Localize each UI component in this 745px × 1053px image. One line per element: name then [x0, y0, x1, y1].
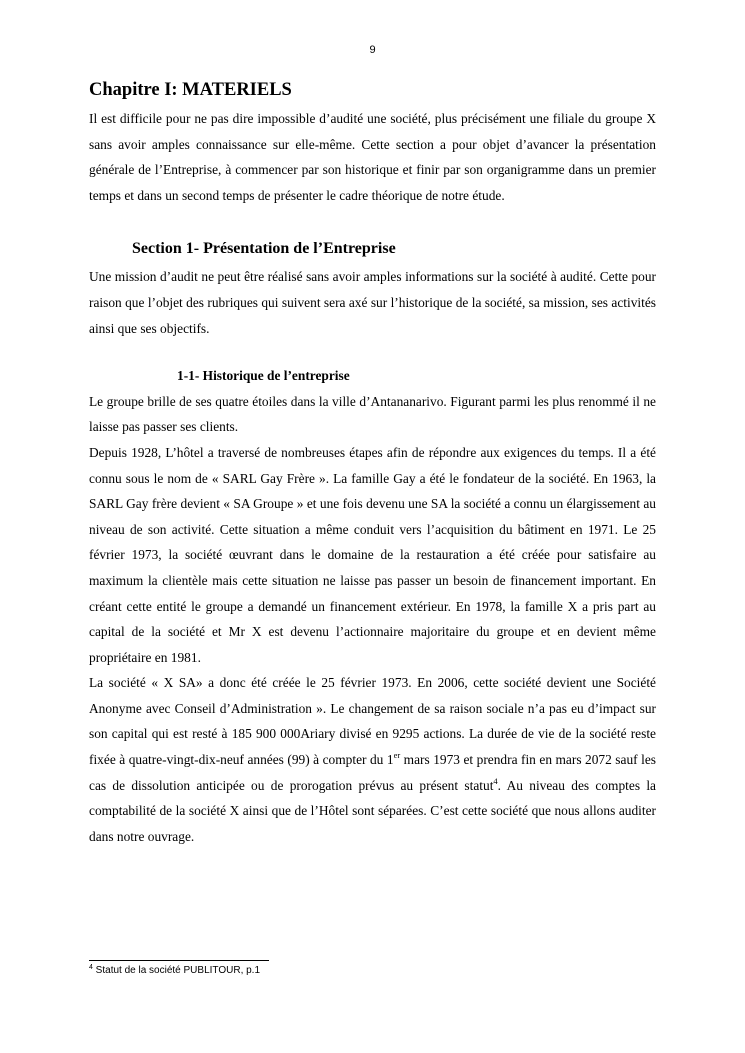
subsection-title: 1-1- Historique de l’entreprise — [177, 368, 350, 384]
page-content — [89, 76, 656, 849]
section-intro-paragraph: Une mission d’audit ne peut être réalisé sans avoir amples informations sur la société à audité. Cette pour raison que l’objet des rubriques qui suivent sera axé sur l’historique de la société, sa mission, ses activités ainsi que ses objectifs. — [89, 269, 656, 336]
footnote-text: Statut de la société PUBLITOUR, p.1 — [92, 965, 261, 976]
ordinal-superscript: er — [393, 750, 401, 761]
history-paragraph-3 — [89, 670, 656, 849]
footnote-separator — [89, 960, 269, 961]
footnote-number: 4 — [89, 964, 93, 971]
history-paragraph-1: Le groupe brille de ses quatre étoiles dans la ville d’Antananarivo. Figurant parmi les plus renommé il ne laisse pas passer ses clients. — [89, 393, 656, 435]
section-title: Section 1- Présentation de l’Entreprise — [132, 240, 396, 258]
footnote — [89, 964, 656, 978]
history-paragraph-3-part-1: La société « X SA» a donc été créée le 25 février 1973. En 2006, cette société devient une Société Anonyme avec Conseil d’Administration ». Le changement de sa raison sociale n’a pas eu d’impact sur son capital qui est resté à 185 900 000Ariary divisé en 9295 actions. La durée de vie de la société reste fixée à quatre-vingt-dix-neuf années (99) à compter du 1 — [89, 675, 656, 768]
chapter-title: Chapitre I: MATERIELS — [89, 80, 292, 100]
history-paragraph-3-part-3: . Au niveau des comptes la comptabilité de la société X ainsi que de l’Hôtel sont séparées. C’est cette société que nous allons auditer dans notre ouvrage. — [89, 777, 657, 844]
chapter-intro-paragraph: Il est difficile pour ne pas dire impossible d’audité une société, plus précisément une filiale du groupe X sans avoir amples connaissance sur elle-même. Cette section a pour objet d’avancer la présentation générale de l’Entreprise, à commencer par son historique et finir par son organigramme dans un premier temps et dans un second temps de présenter le cadre théorique de notre étude. — [89, 111, 656, 203]
history-paragraph-3-part-2: mars 1973 et prendra fin en mars 2072 sauf les cas de dissolution anticipée ou de prorogation prévus au présent statut — [89, 752, 656, 793]
history-paragraph-2: Depuis 1928, L’hôtel a traversé de nombreuses étapes afin de répondre aux exigences du temps. Il a été connu sous le nom de « SARL Gay Frère ». La famille Gay a été le fondateur de la société. En 1963, la SARL Gay frère devient « SA Groupe » et une fois devenu une SA la société a connu un élargissement au niveau de son activité. Cette situation a même conduit vers l’acquisition du bâtiment en 1971. Le 25 février 1973, la société œuvrant dans le domaine de la restauration a été créée pour satisfaire au maximum la clientèle mais cette situation ne laisse pas passer un besoin de financement important. En créant cette entité le groupe a demandé un financement extérieur. En 1978, la famille X a pris part au capital de la société et Mr X est devenu l’actionnaire majoritaire du groupe et en devient même propriétaire en 1981. — [89, 444, 656, 665]
footnote-reference[interactable]: 4 — [493, 775, 498, 786]
page-number: 9 — [369, 44, 376, 56]
